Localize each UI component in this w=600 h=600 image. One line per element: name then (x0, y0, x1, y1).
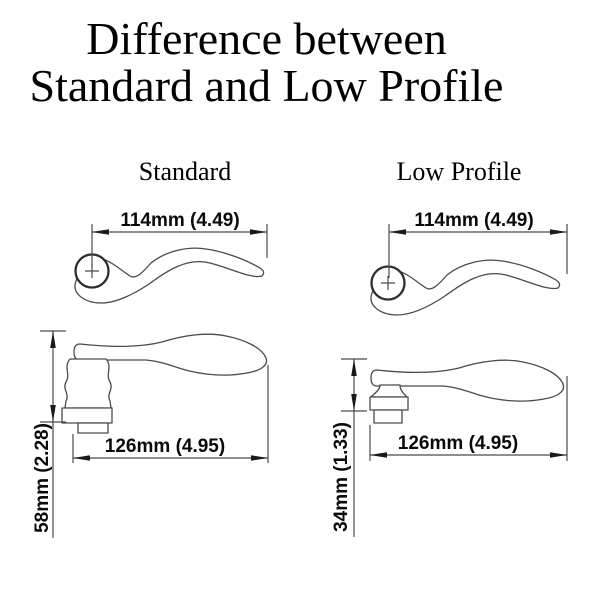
standard-top-arrow-left (92, 229, 109, 235)
standard-height-arrow-up (50, 331, 56, 348)
standard-spindle-base (78, 423, 108, 433)
low-profile-height-arrow-up (351, 359, 357, 376)
standard-collar (62, 408, 112, 423)
standard-length-arrow-left (73, 455, 90, 461)
diagram-title-line1: Difference between (86, 13, 447, 64)
low-profile-top-width-dim-label: 114mm (4.49) (414, 210, 534, 231)
standard-top-view-drawing (75, 210, 267, 303)
low-profile-top-arrow-left (389, 229, 406, 235)
low-profile-top-view-drawing (371, 210, 567, 315)
low-profile-flare-outline (371, 385, 407, 397)
low-profile-height-arrow-down (351, 394, 357, 411)
standard-top-width-dim-label: 114mm (4.49) (120, 210, 240, 231)
standard-length-dim-label: 126mm (4.95) (104, 436, 226, 457)
standard-side-view-drawing (32, 331, 268, 538)
standard-height-dim-label: 58mm (2.28) (32, 423, 53, 533)
low-profile-spindle-base (374, 410, 402, 423)
low-profile-length-dim-label: 126mm (4.95) (397, 433, 519, 454)
low-profile-height-dim-label: 34mm (1.33) (331, 422, 352, 532)
standard-length-arrow-right (251, 455, 268, 461)
standard-top-arrow-right (250, 229, 267, 235)
diagram-title-line2: Standard and Low Profile (29, 60, 504, 111)
standard-column-label: Standard (138, 157, 232, 186)
low-profile-side-view-drawing (331, 359, 567, 537)
low-profile-top-arrow-right (550, 229, 567, 235)
low-profile-collar (370, 397, 408, 410)
low-profile-column-label: Low Profile (396, 157, 522, 186)
standard-height-arrow-down (50, 405, 56, 422)
low-profile-length-arrow-right (550, 452, 567, 458)
standard-neck-outline (65, 359, 111, 408)
low-profile-length-arrow-left (370, 452, 387, 458)
